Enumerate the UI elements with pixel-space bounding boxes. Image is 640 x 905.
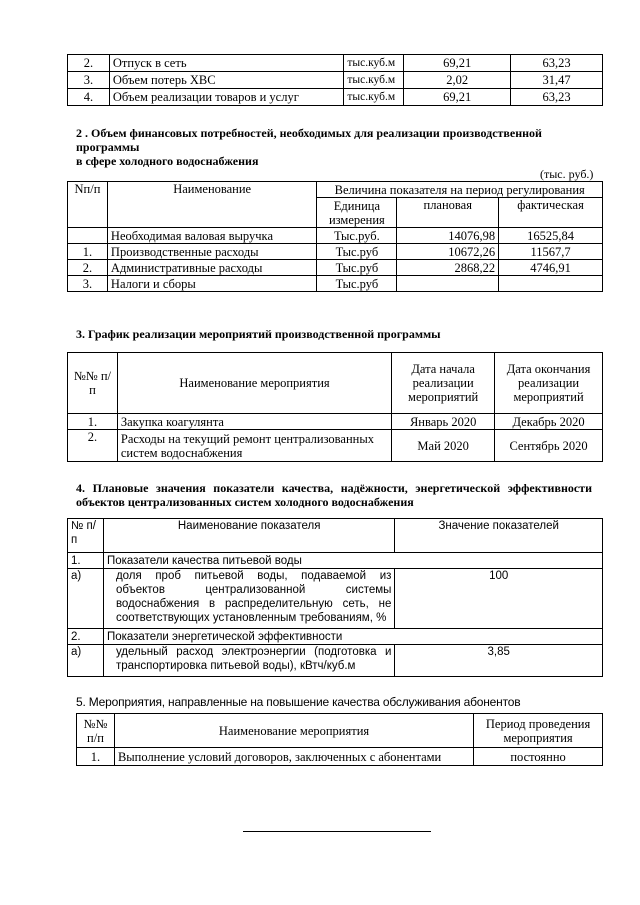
table-row (68, 55, 603, 72)
row-num: 3. (68, 72, 110, 89)
heading-line: в сфере холодного водоснабжения (76, 154, 259, 168)
heading-line: 2 . Объем финансовых потребностей, необходимых для реализации производственной программы (76, 126, 542, 154)
row-period: постоянно (474, 748, 603, 766)
col-num: №№ п/п (77, 714, 115, 748)
row-plan: 2,02 (404, 72, 511, 89)
row-plan: 69,21 (404, 89, 511, 106)
row-start: Январь 2020 (392, 414, 495, 430)
indicators-table (67, 518, 603, 677)
row-plan: 69,21 (404, 55, 511, 72)
col-name: Наименование мероприятия (117, 353, 391, 414)
row-num: 4. (68, 89, 110, 106)
row-name: Налоги и сборы (107, 276, 317, 292)
row-end: Сентябрь 2020 (495, 430, 603, 462)
header-row (68, 182, 603, 198)
col-period: Период проведения мероприятия (474, 714, 603, 748)
table-row (68, 569, 603, 629)
row-value: 100 (395, 569, 603, 629)
volume-table (67, 54, 603, 106)
row-unit: Тыс.руб (317, 260, 397, 276)
row-num: 1. (77, 748, 115, 766)
row-name: Необходимая валовая выручка (107, 228, 317, 244)
col-value: Величина показателя на период регулирования (317, 182, 603, 198)
table-row (68, 430, 603, 462)
row-plan (397, 276, 499, 292)
row-num: 2. (68, 260, 108, 276)
row-unit: тыс.куб.м (344, 72, 404, 89)
row-unit: Тыс.руб (317, 244, 397, 260)
row-name: Объем потерь ХВС (109, 72, 343, 89)
table-row (77, 748, 603, 766)
row-name: Закупка коагулянта (117, 414, 391, 430)
col-value: Значение показателей (395, 519, 603, 553)
finance-table (67, 181, 603, 292)
table-row (68, 645, 603, 677)
row-name: Производственные расходы (107, 244, 317, 260)
table-row (68, 260, 603, 276)
row-name: Показатели энергетической эффективности (103, 629, 602, 645)
row-fact: 63,23 (511, 55, 603, 72)
row-name: доля проб питьевой воды, подаваемой из объектов централизованной системы водоснабжения в распределительную сеть, не соответствующих установленным требованиям, % (103, 569, 394, 629)
row-name: удельный расход электроэнергии (подготовка и транспортировка питьевой воды), кВтч/куб.м (103, 645, 394, 677)
unit-note: (тыс. руб.) (540, 167, 594, 181)
row-fact: 31,47 (511, 72, 603, 89)
schedule-table (67, 352, 603, 462)
heading-line: объектов централизованных систем холодного водоснабжения (76, 495, 414, 509)
row-unit: тыс.куб.м (344, 55, 404, 72)
row-num: 1. (68, 553, 104, 569)
header-row (68, 353, 603, 414)
row-unit: Тыс.руб (317, 276, 397, 292)
row-name: Расходы на текущий ремонт централизованных систем водоснабжения (117, 430, 391, 462)
row-plan: 2868,22 (397, 260, 499, 276)
row-num: а) (68, 569, 104, 629)
col-end: Дата окончания реализации мероприятий (495, 353, 603, 414)
section-5-heading: 5. Мероприятия, направленные на повышение качества обслуживания абонентов (76, 695, 521, 709)
row-name: Выполнение условий договоров, заключенных с абонентами (114, 748, 473, 766)
header-row (68, 519, 603, 553)
row-value: 3,85 (395, 645, 603, 677)
row-num: 2. (68, 55, 110, 72)
table-row (68, 72, 603, 89)
row-name: Объем реализации товаров и услуг (109, 89, 343, 106)
row-num: 2. (68, 629, 104, 645)
row-num: 1. (68, 244, 108, 260)
col-name: Наименование (107, 182, 317, 228)
row-end: Декабрь 2020 (495, 414, 603, 430)
table-row (68, 244, 603, 260)
row-unit: тыс.куб.м (344, 89, 404, 106)
heading-line: 4. Плановые значения показатели качества, надёжности, энергетической эффективности (76, 481, 592, 495)
col-start: Дата начала реализации мероприятий (392, 353, 495, 414)
footer-divider (243, 831, 431, 832)
row-plan: 10672,26 (397, 244, 499, 260)
col-fact: фактическая (499, 198, 603, 228)
row-name: Административные расходы (107, 260, 317, 276)
col-num: № п/п (68, 519, 104, 553)
row-fact: 4746,91 (499, 260, 603, 276)
col-plan: плановая (397, 198, 499, 228)
row-fact: 16525,84 (499, 228, 603, 244)
col-num: Nп/п (68, 182, 108, 228)
table-row (68, 629, 603, 645)
row-num: 2. (68, 430, 118, 462)
section-2-heading (76, 126, 596, 168)
table-row (68, 276, 603, 292)
row-fact: 11567,7 (499, 244, 603, 260)
row-name: Отпуск в сеть (109, 55, 343, 72)
table-row (68, 553, 603, 569)
row-name: Показатели качества питьевой воды (103, 553, 602, 569)
table-row (68, 414, 603, 430)
row-fact (499, 276, 603, 292)
table-row (68, 228, 603, 244)
row-num: 3. (68, 276, 108, 292)
row-unit: Тыс.руб. (317, 228, 397, 244)
row-num: а) (68, 645, 104, 677)
row-start: Май 2020 (392, 430, 495, 462)
col-num: №№ п/п (68, 353, 118, 414)
section-4-heading (76, 481, 592, 509)
row-fact: 63,23 (511, 89, 603, 106)
row-num (68, 228, 108, 244)
section-3-heading: 3. График реализации мероприятий производственной программы (76, 327, 441, 341)
col-unit: Единица измерения (317, 198, 397, 228)
table-row (68, 89, 603, 106)
header-row (77, 714, 603, 748)
col-name: Наименование мероприятия (114, 714, 473, 748)
service-table (76, 713, 603, 766)
row-plan: 14076,98 (397, 228, 499, 244)
col-name: Наименование показателя (103, 519, 394, 553)
row-num: 1. (68, 414, 118, 430)
